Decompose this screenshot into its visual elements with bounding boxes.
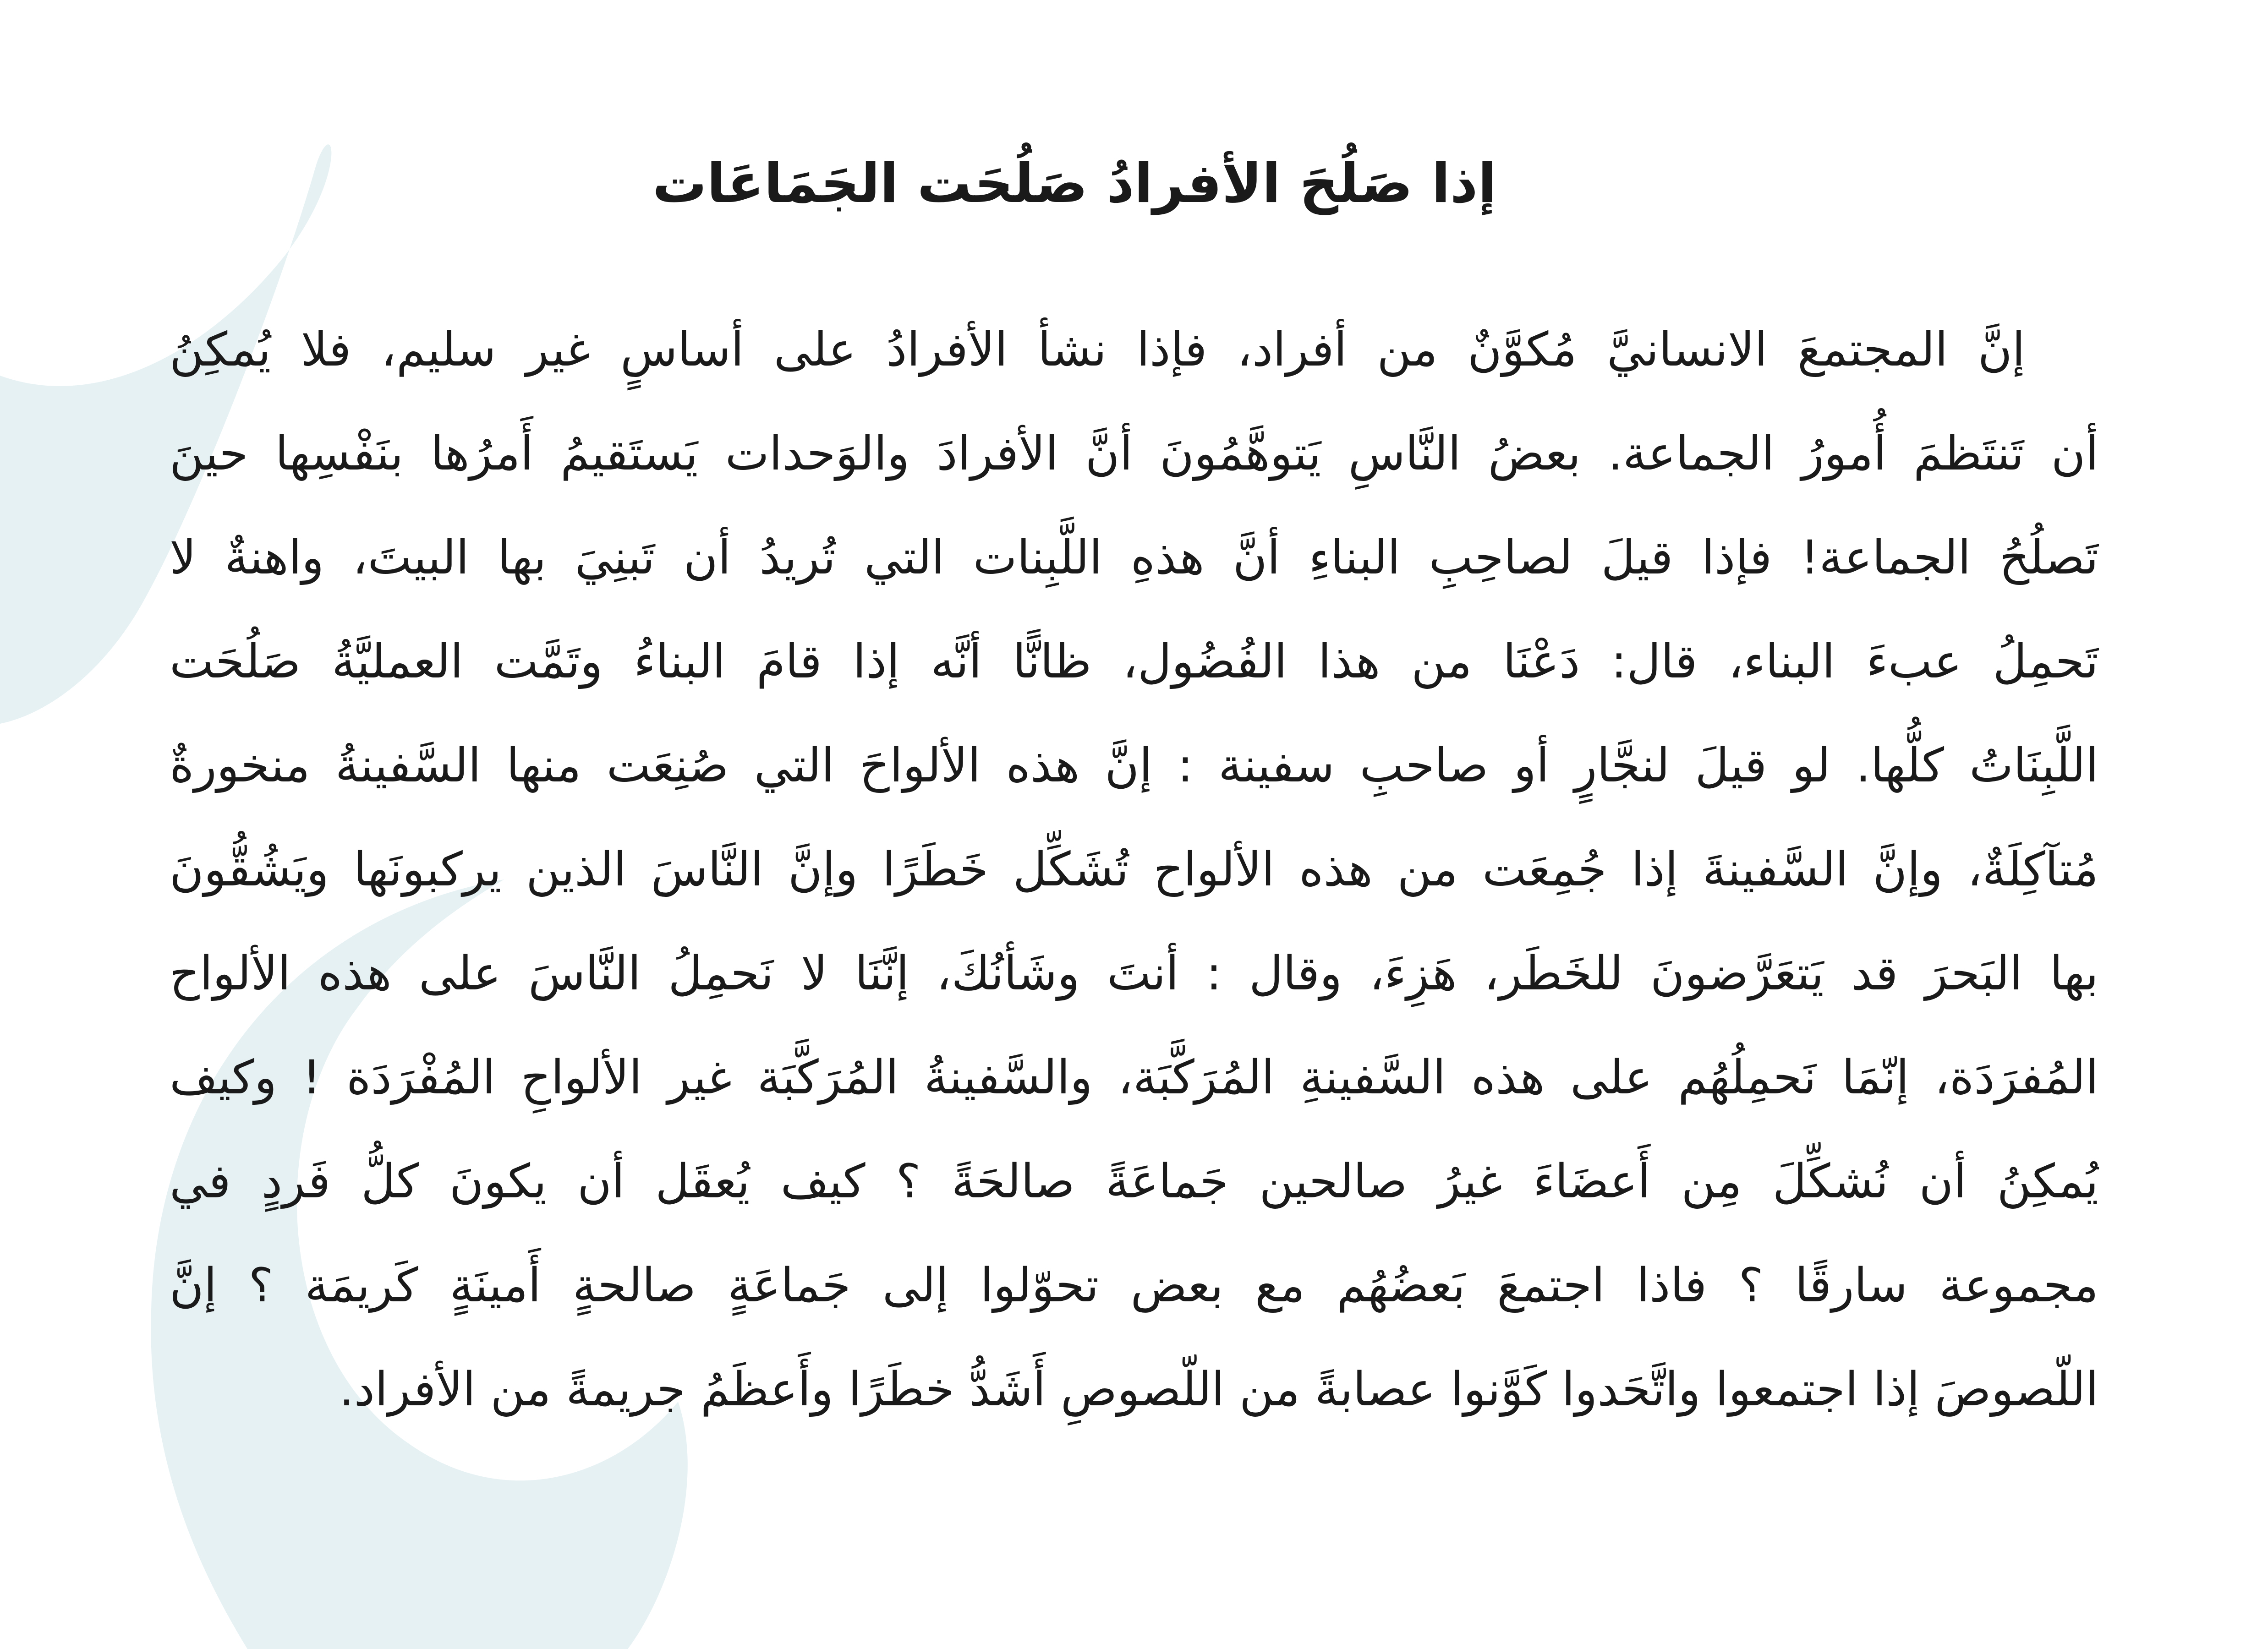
text-line-7: بها البَحرَ قد يَتعَرَّضونَ للخَطَر، هَزِءَ، وقال : أنتَ وشَأنُكَ، إنَّنَا لا نَحمِلُ النَّاسَ على هذه الألواح <box>170 946 2098 1001</box>
text-line-9: يُمكِنُ أن نُشكِّلَ مِن أَعضَاءَ غيرُ صالحين جَماعَةً صالحَةً ؟ كيف يُعقَل أن يكونَ كلُّ فَردٍ في <box>170 1154 2098 1209</box>
text-line-1: إنَّ المجتمعَ الانسانيَّ مُكوَّنٌ من أفراد، فإذا نشأ الأفرادُ على أساسٍ غير سليم، فلا يُمكِنُ <box>170 322 2025 377</box>
text-line-3: تَصلُحُ الجماعة! فإذا قيلَ لصاحِبِ البناءِ أنَّ هذهِ اللَّبِنات التي تُريدُ أن تَبنِيَ بها البيتَ، واهنةٌ لا <box>170 530 2098 585</box>
text-line-10: مجموعة سارقًا ؟ فاذا اجتمعَ بَعضُهُم مع بعض تحوّلوا إلى جَماعَةٍ صالحةٍ أَمينَةٍ كَريمَة ؟ إنَّ <box>170 1258 2098 1313</box>
text-line-2: أن تَنتَظمَ أُمورُ الجماعة. بعضُ النَّاسِ يَتوهَّمُونَ أنَّ الأفرادَ والوَحدات يَستَقيمُ أَمرُها بنَفْسِها حينَ <box>170 426 2098 481</box>
page-title: إذا صَلُحَ الأفرادُ صَلُحَت الجَمَاعَات <box>652 152 1496 215</box>
text-line-11: اللّصوصَ إذا اجتمعوا واتَّحَدوا كَوَّنوا عصابةً من اللّصوصِ أَشَدُّ خطَرًا وأَعظَمُ جريمةً من الأفراد. <box>339 1362 2098 1417</box>
text-line-5: اللَّبِنَاتُ كلُّها. لو قيلَ لنجَّارٍ أو صاحبِ سفينة : إنَّ هذه الألواحَ التي صُنِعَت منها السَّفينةُ منخورةٌ <box>170 738 2098 793</box>
body-paragraph <box>170 298 2098 1442</box>
text-line-8: المُفرَدَة، إنّمَا نَحمِلُهُم على هذه السَّفينةِ المُرَكَّبَة، والسَّفينةُ المُرَكَّبَة غير الألواحِ المُفْرَدَة ! وكيف <box>170 1050 2098 1105</box>
text-line-6: مُتآكِلَةٌ، وإنَّ السَّفينةَ إذا جُمِعَت من هذه الألواح تُشَكِّل خَطَرًا وإنَّ النَّاسَ الذين يركبونَها ويَشُقُّونَ <box>170 842 2098 897</box>
text-line-4: تَحمِلُ عبءَ البناء، قال: دَعْنَا من هذا الفُضُول، ظانًّا أنَّه إذا قامَ البناءُ وتَمَّت العمليَّةُ صَلُحَت <box>170 634 2098 689</box>
